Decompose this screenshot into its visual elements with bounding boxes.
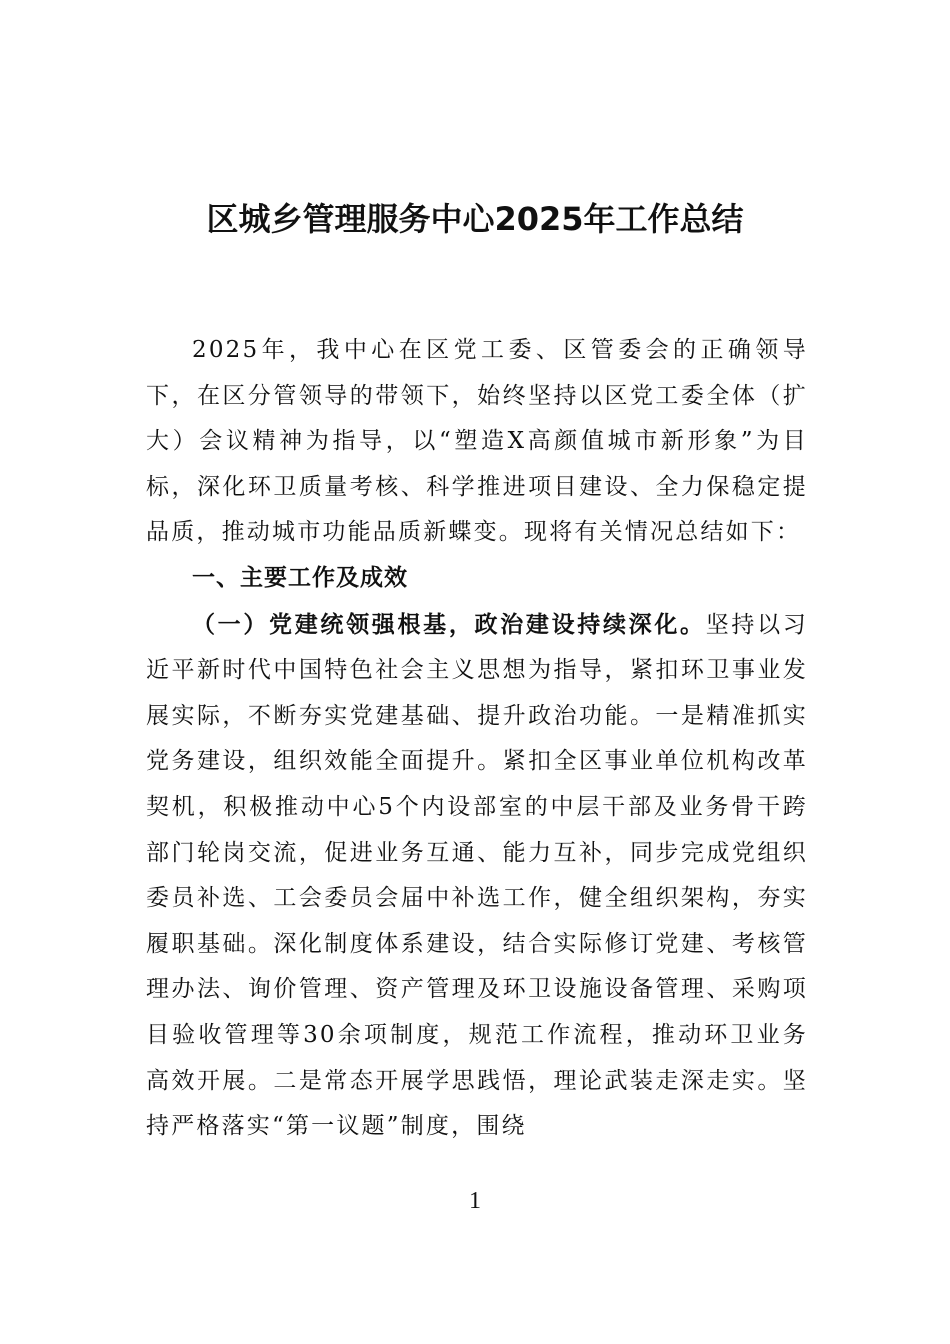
intro-paragraph: 2025年，我中心在区党工委、区管委会的正确领导下，在区分管领导的带领下，始终坚持以区党工委全体（扩大）会议精神为指导，以“塑造X高颜值城市新形象”为目标，深化环卫质量考核、科学推进项目建设、全力保稳定提品质，推动城市功能品质新蝶变。现将有关情况总结如下：: [146, 337, 808, 546]
document-title: 区城乡管理服务中心2025年工作总结: [206, 200, 744, 238]
document-body: [146, 328, 808, 1150]
subsection-paragraph: [146, 602, 808, 1150]
subsection-body: 坚持以习近平新时代中国特色社会主义思想为指导，紧扣环卫事业发展实际，不断夯实党建基础、提升政治功能。一是精准抓实党务建设，组织效能全面提升。紧扣全区事业单位机构改革契机，积极推动中心5个内设部室的中层干部及业务骨干跨部门轮岗交流，促进业务互通、能力互补，同步完成党组织委员补选、工会委员会届中补选工作，健全组织架构，夯实履职基础。深化制度体系建设，结合实际修订党建、考核管理办法、询价管理、资产管理及环卫设施设备管理、采购项目验收管理等30余项制度，规范工作流程，推动环卫业务高效开展。二是常态开展学思践悟，理论武装走深走实。坚持严格落实“第一议题”制度，围绕: [146, 611, 808, 1140]
subsection-lead: （一）党建统领强根基，政治建设持续深化。: [192, 610, 706, 638]
section-heading: 一、主要工作及成效: [192, 564, 408, 591]
page-number: 1: [469, 1188, 481, 1214]
